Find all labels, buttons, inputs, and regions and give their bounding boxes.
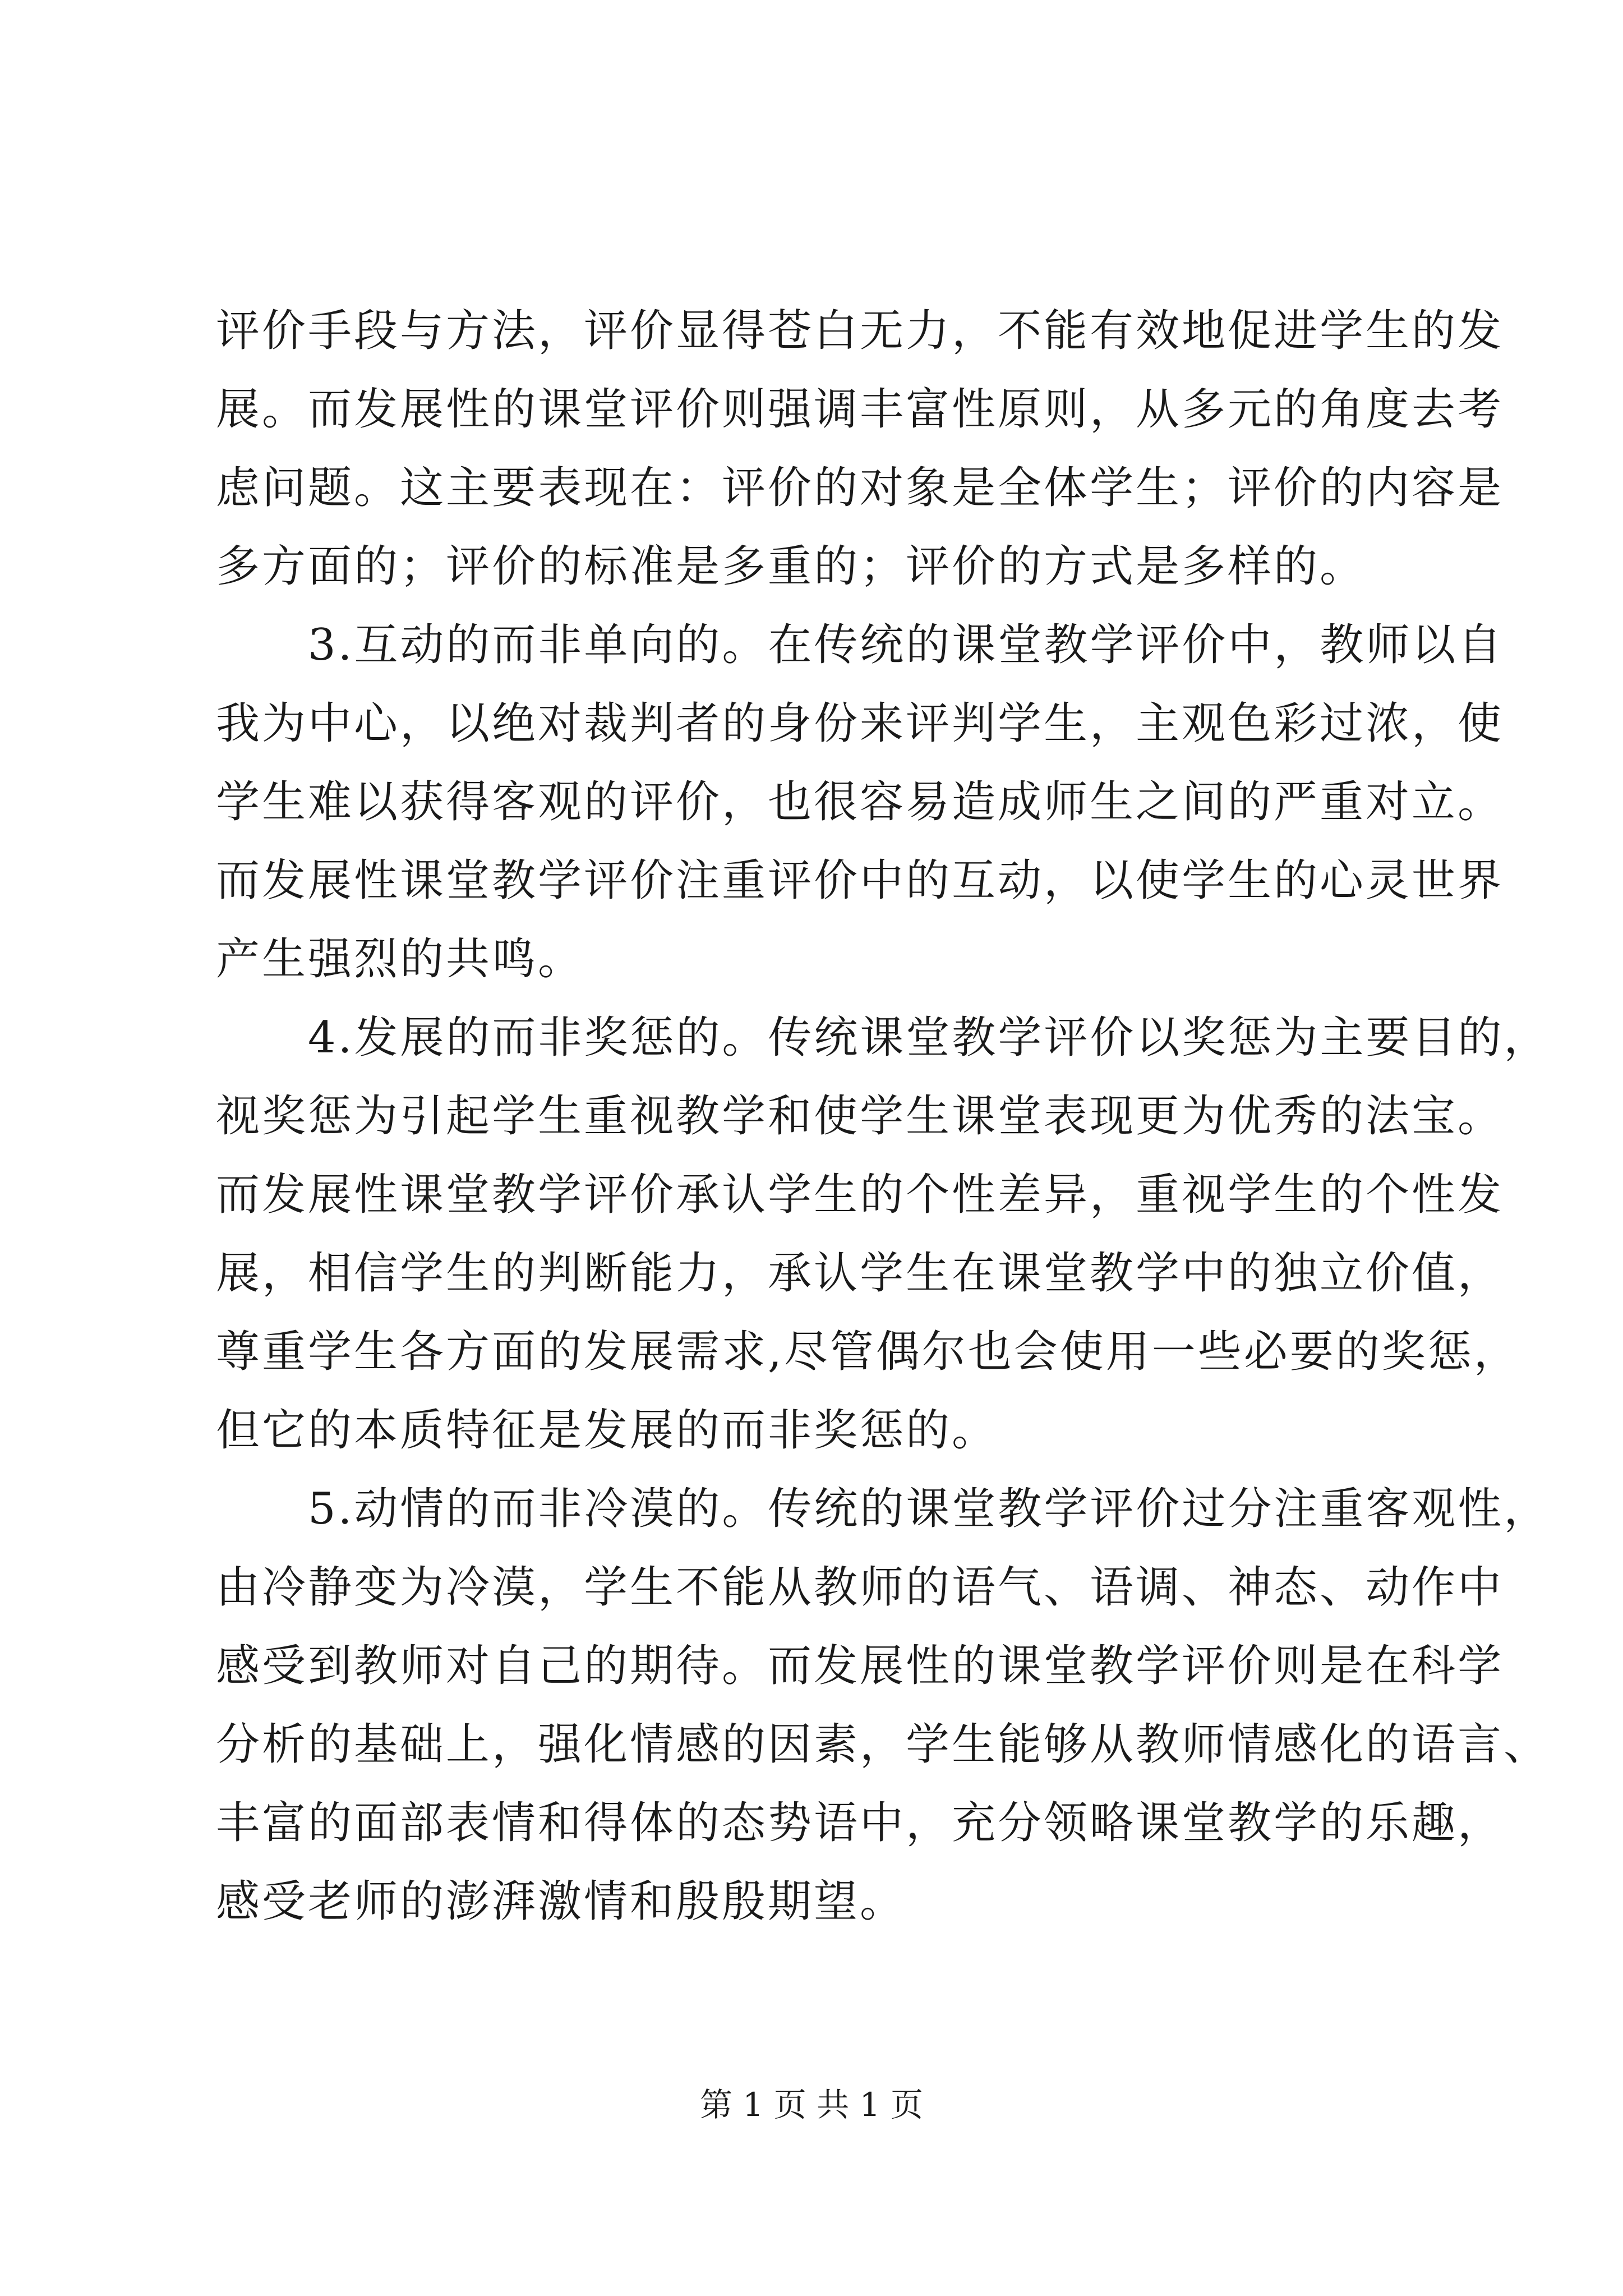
document-body: [216, 292, 1550, 1941]
text-line: 尊重学生各方面的发展需求,尽管偶尔也会使用一些必要的奖惩，: [216, 1327, 1520, 1377]
text-line: 感受老师的澎湃激情和殷殷期望。: [216, 1876, 906, 1927]
paragraph-1: [216, 292, 1504, 606]
text-line: 展，相信学生的判断能力，承认学生在课堂教学中的独立价值，: [216, 1248, 1504, 1299]
text-line: 分析的基础上，强化情感的因素，学生能够从教师情感化的语言、: [216, 1719, 1550, 1770]
text-line: 感受到教师对自己的期待。而发展性的课堂教学评价则是在科学: [216, 1641, 1504, 1691]
text-line: 展。而发展性的课堂评价则强调丰富性原则，从多元的角度去考: [216, 384, 1504, 435]
text-line: 3.互动的而非单向的。在传统的课堂教学评价中，教师以自: [216, 620, 1504, 670]
paragraph-2: [216, 606, 1504, 999]
text-line: 我为中心，以绝对裁判者的身份来评判学生，主观色彩过浓，使: [216, 698, 1504, 749]
text-line: 由冷静变为冷漠，学生不能从教师的语气、语调、神态、动作中: [216, 1562, 1504, 1613]
text-line: 视奖惩为引起学生重视教学和使学生课堂表现更为优秀的法宝。: [216, 1091, 1504, 1142]
text-line: 4.发展的而非奖惩的。传统课堂教学评价以奖惩为主要目的，: [216, 1013, 1550, 1063]
text-line: 多方面的；评价的标准是多重的；评价的方式是多样的。: [216, 541, 1366, 592]
text-line: 评价手段与方法，评价显得苍白无力，不能有效地促进学生的发: [216, 306, 1504, 356]
paragraph-3: [216, 999, 1550, 1470]
text-line: 产生强烈的共鸣。: [216, 934, 584, 984]
text-line: 而发展性课堂教学评价承认学生的个性差异，重视学生的个性发: [216, 1170, 1504, 1220]
paragraph-4: [216, 1470, 1550, 1941]
text-line: 丰富的面部表情和得体的态势语中，充分领略课堂教学的乐趣，: [216, 1798, 1504, 1848]
text-line: 5.动情的而非冷漠的。传统的课堂教学评价过分注重客观性，: [216, 1484, 1550, 1534]
text-line: 但它的本质特征是发展的而非奖惩的。: [216, 1405, 998, 1456]
text-line: 学生难以获得客观的评价，也很容易造成师生之间的严重对立。: [216, 777, 1504, 827]
text-line: 而发展性课堂教学评价注重评价中的互动，以使学生的心灵世界: [216, 855, 1504, 906]
text-line: 虑问题。这主要表现在：评价的对象是全体学生；评价的内容是: [216, 463, 1504, 513]
page-number-footer: 第 1 页 共 1 页: [700, 2086, 923, 2124]
